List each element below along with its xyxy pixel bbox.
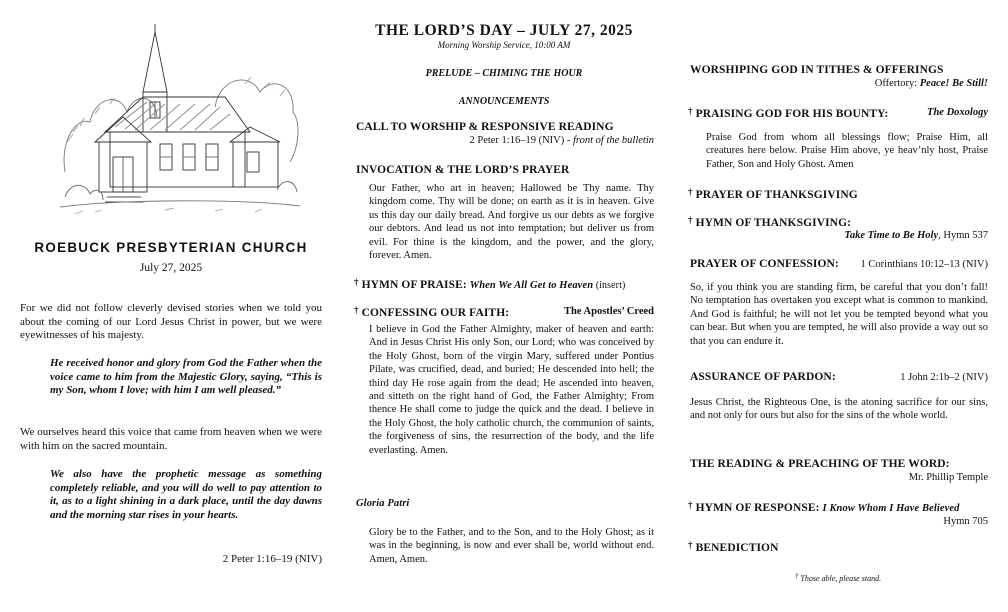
confessing-faith-heading: † CONFESSING OUR FAITH: <box>354 305 510 319</box>
benediction-heading: † BENEDICTION <box>688 540 779 554</box>
announcements-item: ANNOUNCEMENTS <box>458 96 550 107</box>
scripture-citation: 2 Peter 1:16–19 (NIV) <box>222 553 322 565</box>
hymn-of-thanksgiving-heading: † HYMN OF THANKSGIVING: <box>688 215 852 229</box>
tithes-heading: WORSHIPING GOD IN TITHES & OFFERINGS <box>690 64 944 76</box>
church-name: ROEBUCK PRESBYTERIAN CHURCH <box>34 240 308 255</box>
confession-text: So, if you think you are standing firm, be careful that you don’t fall! No temptation has overtaken you except what is common to mankind. And God is faithful; he will not let you be tempted beyond what you can bear. But when you are tempted, he will also provide a way out so that you can endure it. <box>690 282 988 347</box>
hymn-of-response-heading: † HYMN OF RESPONSE: I Know Whom I Have Believed <box>688 500 960 514</box>
scripture-paragraph: We ourselves heard this voice that came from heaven when we were with him on the sacred mountain. <box>20 426 322 452</box>
assurance-reference: 1 John 2:1b–2 (NIV) <box>900 372 988 383</box>
scripture-quote: We also have the prophetic message as something completely reliable, and you will do well to pay attention to it, as to a light shining in a dark place, until the day dawns and the morning star rises in your hearts. <box>50 468 322 521</box>
reading-preaching-heading: THE READING & PREACHING OF THE WORD: <box>690 458 950 470</box>
call-to-worship-reference: 2 Peter 1:16–19 (NIV) - front of the bulletin <box>469 135 654 146</box>
prayer-of-confession-heading: PRAYER OF CONFESSION: <box>690 258 839 270</box>
church-illustration <box>55 22 305 222</box>
assurance-of-pardon-heading: ASSURANCE OF PARDON: <box>690 371 836 383</box>
hymn-of-response-number: Hymn 705 <box>943 516 988 527</box>
call-to-worship-heading: CALL TO WORSHIP & RESPONSIVE READING <box>356 121 614 133</box>
stand-footnote: † Those able, please stand. <box>794 572 882 583</box>
invocation-heading: INVOCATION & THE LORD’S PRAYER <box>356 164 570 176</box>
bulletin-title: THE LORD’S DAY – JULY 27, 2025 <box>375 22 633 39</box>
confession-reference: 1 Corinthians 10:12–13 (NIV) <box>860 259 988 270</box>
hymn-of-praise-heading: † HYMN OF PRAISE: When We All Get to Heaven (insert) <box>354 277 626 291</box>
gloria-patri-text: Glory be to the Father, and to the Son, and to the Holy Ghost; as it was in the beginning, is now and ever shall be, world without end. Amen, Amen. <box>369 527 654 565</box>
assurance-text: Jesus Christ, the Righteous One, is the atoning sacrifice for our sins, and not only for ours but also for the sins of the whole world. <box>690 397 988 422</box>
doxology-title: The Doxology <box>927 107 988 118</box>
gloria-patri-heading: Gloria Patri <box>356 498 410 509</box>
creed-title: The Apostles’ Creed <box>563 306 654 317</box>
bounty-heading: † PRAISING GOD FOR HIS BOUNTY: <box>688 106 889 120</box>
service-time: Morning Worship Service, 10:00 AM <box>437 40 571 50</box>
scripture-paragraph: For we did not follow cleverly devised stories when we told you about the coming of our Lord Jesus Christ in power, but we were eyewitnesses of his majesty. <box>20 302 322 342</box>
offertory: Offertory: Peace! Be Still! <box>874 78 988 89</box>
prayer-of-thanksgiving-heading: † PRAYER OF THANKSGIVING <box>688 187 858 201</box>
doxology-text: Praise God from whom all blessings flow; Praise Him, all creatures here below. Praise Him above, ye heav’nly host, Praise Father, Son and Holy Ghost. Amen <box>706 132 988 170</box>
hymn-of-thanksgiving-title: Take Time to Be Holy, Hymn 537 <box>844 230 988 241</box>
preacher-name: Mr. Phillip Temple <box>908 472 988 483</box>
prelude-item: PRELUDE – CHIMING THE HOUR <box>425 68 583 79</box>
apostles-creed-text: I believe in God the Father Almighty, maker of heaven and earth: And in Jesus Christ His only Son, our Lord; who was conceived by the Holy Ghost, born of the virgin Mary, suffered under Pontius Pilate, was crucified, dead, and buried; He descended into hell; the third day He rose again from the dead; He ascended into heaven, and sitteth on the right hand of God, the Father Almighty; From thence He shall come to judge the quick and the dead. I believe in the Holy Ghost, the holy catholic church, the communion of saints, the forgiveness of sins, the resurrection of the body, and the life everlasting. Amen. <box>369 324 654 456</box>
scripture-quote: He received honor and glory from God the Father when the voice came to him from the Majestic Glory, saying, “This is my Son, whom I love; with him I am well pleased.” <box>50 357 322 397</box>
lords-prayer-text: Our Father, who art in heaven; Hallowed be Thy name. Thy kingdom come. Thy will be done; on earth as it is in heaven. Give us this day our daily bread. And forgive us our debts as we forgive our debtors. And lead us not into temptation; but deliver us from evil. For thine is the kingdom, and the power, and the glory, forever. Amen. <box>369 183 654 262</box>
church-date: July 27, 2025 <box>139 262 203 274</box>
